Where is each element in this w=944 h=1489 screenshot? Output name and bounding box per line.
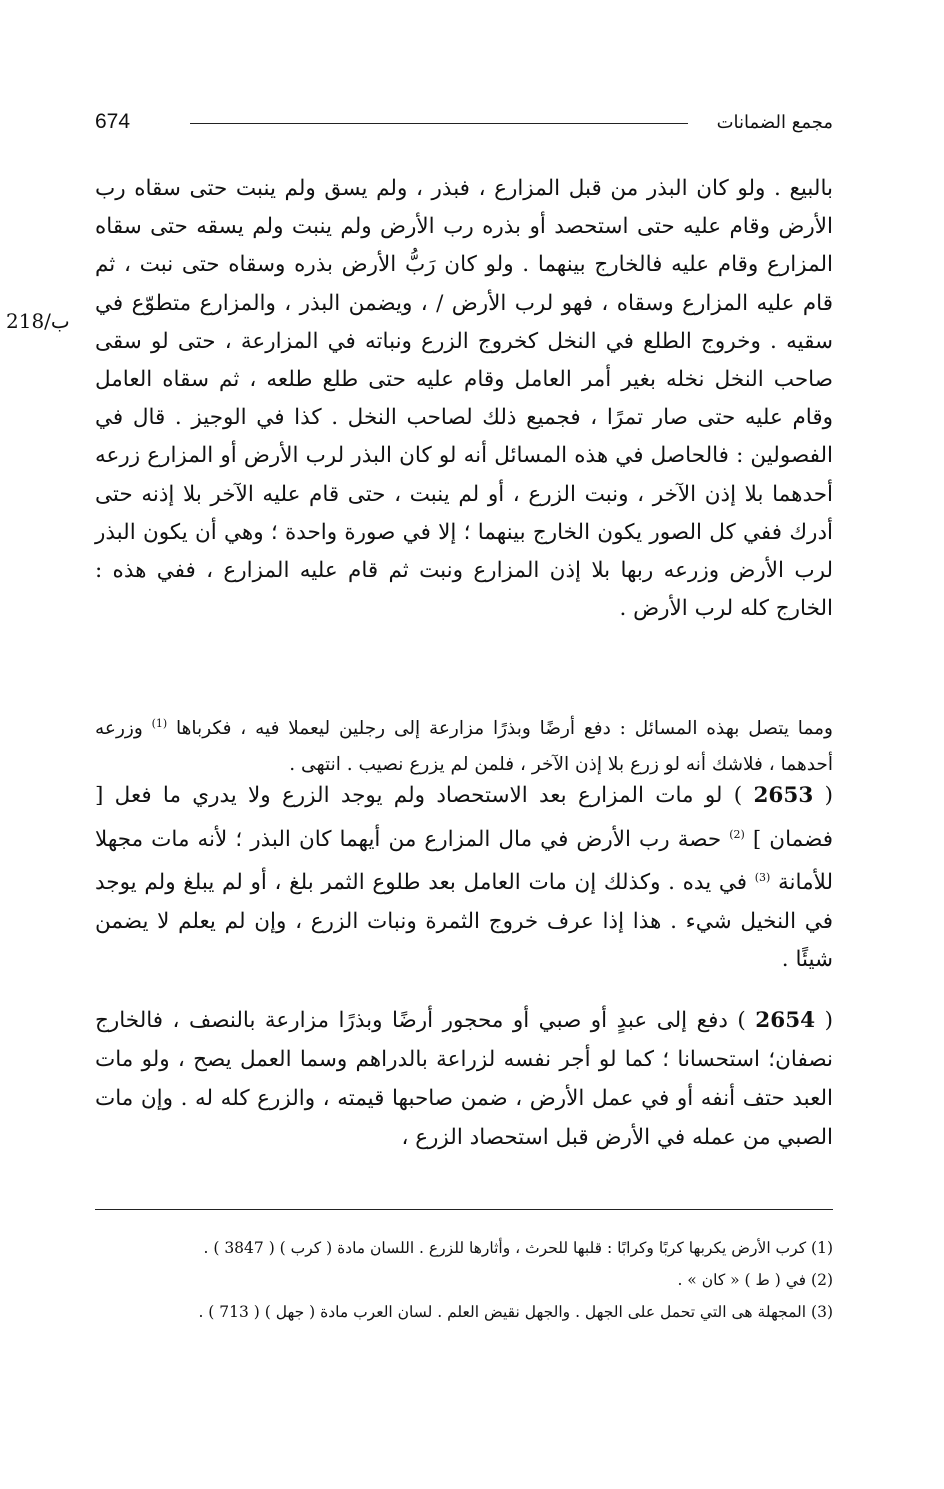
issue-paren-close: )	[733, 783, 754, 808]
main-paragraph: بالبيع . ولو كان البذر من قبل المزارع ، فبذر ، ولم يسق ولم ينبت حتى سقاه رب الأرض وقام عليه حتى استحصد أو بذره رب الأرض ولم ينبت ولم يسقه حتى سقاه المزارع وقام عليه فالخارج بينهما . ولو كان رَبُّ الأرض بذره وسقاه حتى نبت ، ثم قام عليه المزارع وسقاه ، فهو لرب الأرض / ، ويضمن البذر ، والمزارع متطوّع في سقيه . وخروج الطلع في النخل كخروج الزرع ونباته في المزارعة ، حتى لو سقى صاحب النخل نخله بغير أمر العامل وقام عليه حتى طلع طلعه ، ثم سقاه العامل وقام عليه حتى صار تمرًا ، فجميع ذلك لصاحب النخل . كذا في الوجيز . قال في الفصولين : فالحاصل في هذه المسائل أنه لو كان البذر لرب الأرض أو المزارع زرعه أحدهما بلا إذن الآخر ، ونبت الزرع ، أو لم ينبت ، حتى قام عليه الآخر بلا إذنه حتى أدرك ففي كل الصور يكون الخارج بينهما ؛ إلا في صورة واحدة ؛ وهي أن يكون البذر لرب الأرض وزرعه ربها بلا إذن المزارع ونبت ثم قام عليه المزارع ، ففي هذه : الخارج كله لرب الأرض .	[95, 176, 833, 622]
issue-2654-text: دفع إلى عبدٍ أو صبي أو محجور أرضًا وبذرًا مزارعة بالنصف ، فالخارج نصفان؛ استحسانا ؛ كما لو أجر نفسه لزراعة بالدراهم وسما العمل يصح ، ولو مات العبد حتف أنفه أو في عمل الأرض ، ضمن صاحبها قيمته ، والزرع كله له . وإن مات الصبي من عمله في الأرض قبل استحصاد الزرع ،	[95, 1008, 833, 1150]
footnote-ref-2: (2)	[729, 827, 745, 841]
page-number: 674	[95, 110, 131, 133]
related-issue-text-b: وزرعه أحدهما ، فلاشك أنه لو زرع بلا إذن الآخر ، فلمن لم يزرع نصيب . انتهى .	[95, 718, 833, 776]
header-rule	[190, 123, 688, 124]
issue-2653-text-c: في يده . وكذلك إن مات العامل بعد طلوع الثمر بلغ ، أو لم يبلغ ولم يوجد في النخيل شيء . هذا إذا عرف خروج الثمرة ونبات الزرع ، وإن لم يعلم لا يضمن شيئًا .	[95, 870, 833, 973]
footnote-ref-3: (3)	[754, 871, 771, 885]
issue-2654-paragraph	[95, 1001, 833, 1157]
issue-paren-open: (	[815, 1008, 833, 1033]
issue-paren-close: )	[737, 1008, 756, 1033]
issue-paren-open: (	[813, 783, 833, 808]
related-issue-paragraph	[95, 706, 833, 783]
footnote-2: (2) في ( ط ) « كان » .	[677, 1271, 833, 1289]
related-issue-text-a: ومما يتصل بهذه المسائل : دفع أرضًا وبذرًا مزارعة إلى رجلين ليعملا فيه ، فكرباها	[176, 718, 833, 740]
running-title: مجمع الضمانات	[716, 112, 833, 133]
issue-number-2654: 2654	[755, 1008, 816, 1033]
issue-2653-text-a: لو مات المزارع بعد الاستحصاد ولم يوجد الزرع ولا يدري ما فعل [ فضمان ]	[95, 783, 833, 852]
page-header	[95, 110, 833, 146]
issue-2653-paragraph	[95, 777, 833, 980]
manuscript-folio-note: 218/ب	[6, 309, 70, 333]
issue-number-2653: 2653	[753, 783, 814, 808]
footnote-3: (3) المجهلة هى التي تحمل على الجهل . والجهل نقيض العلم . لسان العرب مادة ( جهل ) ( 713 ) .	[198, 1303, 833, 1321]
footnote-1: (1) كرب الأرض يكربها كربًا وكرابًا : قلبها للحرث ، وأثارها للزرع . اللسان مادة ( كرب ) ( 3847 ) .	[203, 1239, 833, 1257]
issue-2653-text-b: حصة رب الأرض في مال المزارع من أيهما كان البذر ؛ لأنه مات مجهلا للأمانة	[95, 826, 833, 896]
footnote-separator	[95, 1209, 833, 1210]
footnotes	[95, 1232, 833, 1328]
footnote-ref-1: (1)	[151, 717, 168, 730]
